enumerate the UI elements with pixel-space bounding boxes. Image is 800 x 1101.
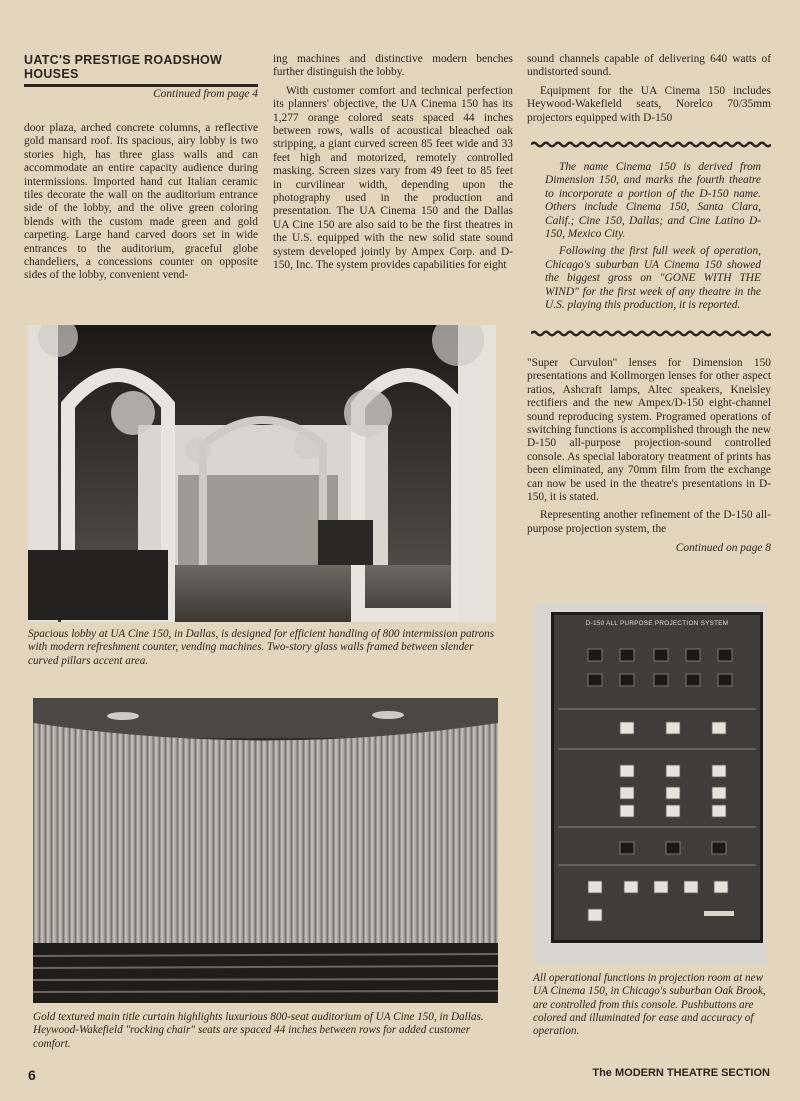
- continued-from-note: Continued from page 4: [153, 88, 258, 100]
- col1-paragraph: door plaza, arched concrete columns, a reflective gold mansard roof. Its spacious, airy lobby is two stories high, has three glass walls and can accommodate an entire capacity audience during intermissions. Imported hand cut Italian ceramic tiles decorate the wall on the auditorium entrance side of the lobby, and the olive green coloring blends with the custom made green and gold carpeting. Large hand carved doors set in wide entrances to the auditorium, graceful globe chandeliers, a concessions counter on opposite sides of the lobby, convenient vend-: [24, 122, 258, 282]
- wavy-rule-top: [531, 141, 771, 148]
- article-headline: UATC'S PRESTIGE ROADSHOW HOUSES: [24, 53, 258, 87]
- column-1: [24, 122, 258, 288]
- lobby-caption: Spacious lobby at UA Cine 150, in Dallas, is designed for efficient handling of 800 intermission patrons with modern refreshment counter, vending machines. Two-story glass walls framed between slender curved pillars accent area.: [28, 628, 495, 667]
- wavy-rule-bottom: [531, 330, 771, 337]
- col3-paragraph: Representing another refinement of the D-150 all-purpose projection system, the: [527, 509, 771, 535]
- col3-paragraph: sound channels capable of delivering 640 watts of undistorted sound.: [527, 53, 771, 79]
- continued-on-note: Continued on page 8: [675, 542, 771, 555]
- lobby-photo: [28, 325, 496, 622]
- console-caption: All operational functions in projection room at new UA Cinema 150, in Chicago's suburban Oak Brook, are controlled from this console. Pushbuttons are colored and illuminated for ease and accuracy of operation.: [533, 972, 766, 1038]
- section-name: The MODERN THEATRE SECTION: [592, 1067, 770, 1079]
- page-number: 6: [28, 1067, 36, 1083]
- col3-paragraph: "Super Curvulon" lenses for Dimension 150 presentations and Kollmorgen lenses for other aspect ratios, Ashcraft lamps, Altec speakers, Kneisley rectifiers and the new Ampex/D-150 eight-channel sound reproducing system. Programed operations of switching functions is accomplished through the new D-150 all-purpose projection-sound controlled console. As special laboratory treatment of prints has been eliminated, any 70mm film from the exchange can now be used in the theatre's presentations in D-150, it is stated.: [527, 357, 771, 504]
- column-2: [273, 53, 513, 278]
- sidebar-paragraph: The name Cinema 150 is derived from Dimension 150, and marks the fourth theatre to incorporate a portion of the D-150 name. Others include Cinema 150, Santa Clara, Calif.; Cine 150, Dallas; and Cine Latino D-150, Mexico City.: [545, 161, 761, 241]
- auditorium-photo: [33, 698, 498, 1003]
- sidebar-paragraph: Following the first full week of operation, Chicago's suburban UA Cinema 150 showed the biggest gross on "GONE WITH THE WIND" for the first week of any theatre in the U.S. playing this production, it is reported.: [545, 245, 761, 312]
- console-title: D-150 ALL PURPOSE PROJECTION SYSTEM: [585, 620, 729, 627]
- col2-paragraph: With customer comfort and technical perfection its planners' objective, the UA Cinema 150 has its 1,277 orange colored seats spaced 44 inches between rows, walls of acoustical bleached oak stripping, a giant curved screen 85 feet wide and 33 feet high and motorized, remotely controlled masking. Screen sizes vary from 49 feet to 85 feet in curvilinear width, depending upon the photography used in the production and presentation. The UA Cinema 150 and the Dallas UA Cine 150 are also said to be the first theatres in the U.S. equipped with the new solid state sound system developed jointly by Ampex Corp. and D-150, Inc. The system provides capabilities for eight: [273, 84, 513, 272]
- col3-paragraph: Equipment for the UA Cinema 150 includes Heywood-Wakefield seats, Norelco 70/35mm projectors equipped with D-150: [527, 84, 771, 124]
- col2-paragraph: ing machines and distinctive modern benches further distinguish the lobby.: [273, 53, 513, 79]
- console-buttons: [554, 629, 760, 939]
- sidebar-box: [531, 135, 771, 342]
- column-3-top: [527, 53, 771, 130]
- console-photo: [535, 604, 767, 964]
- column-3-bottom: [527, 357, 771, 556]
- auditorium-caption: Gold textured main title curtain highlights luxurious 800-seat auditorium of UA Cine 150, in Dallas. Heywood-Wakefield "rocking chair" seats are spaced 44 inches between rows for added customer comfort.: [33, 1011, 484, 1050]
- console-panel: [551, 612, 763, 943]
